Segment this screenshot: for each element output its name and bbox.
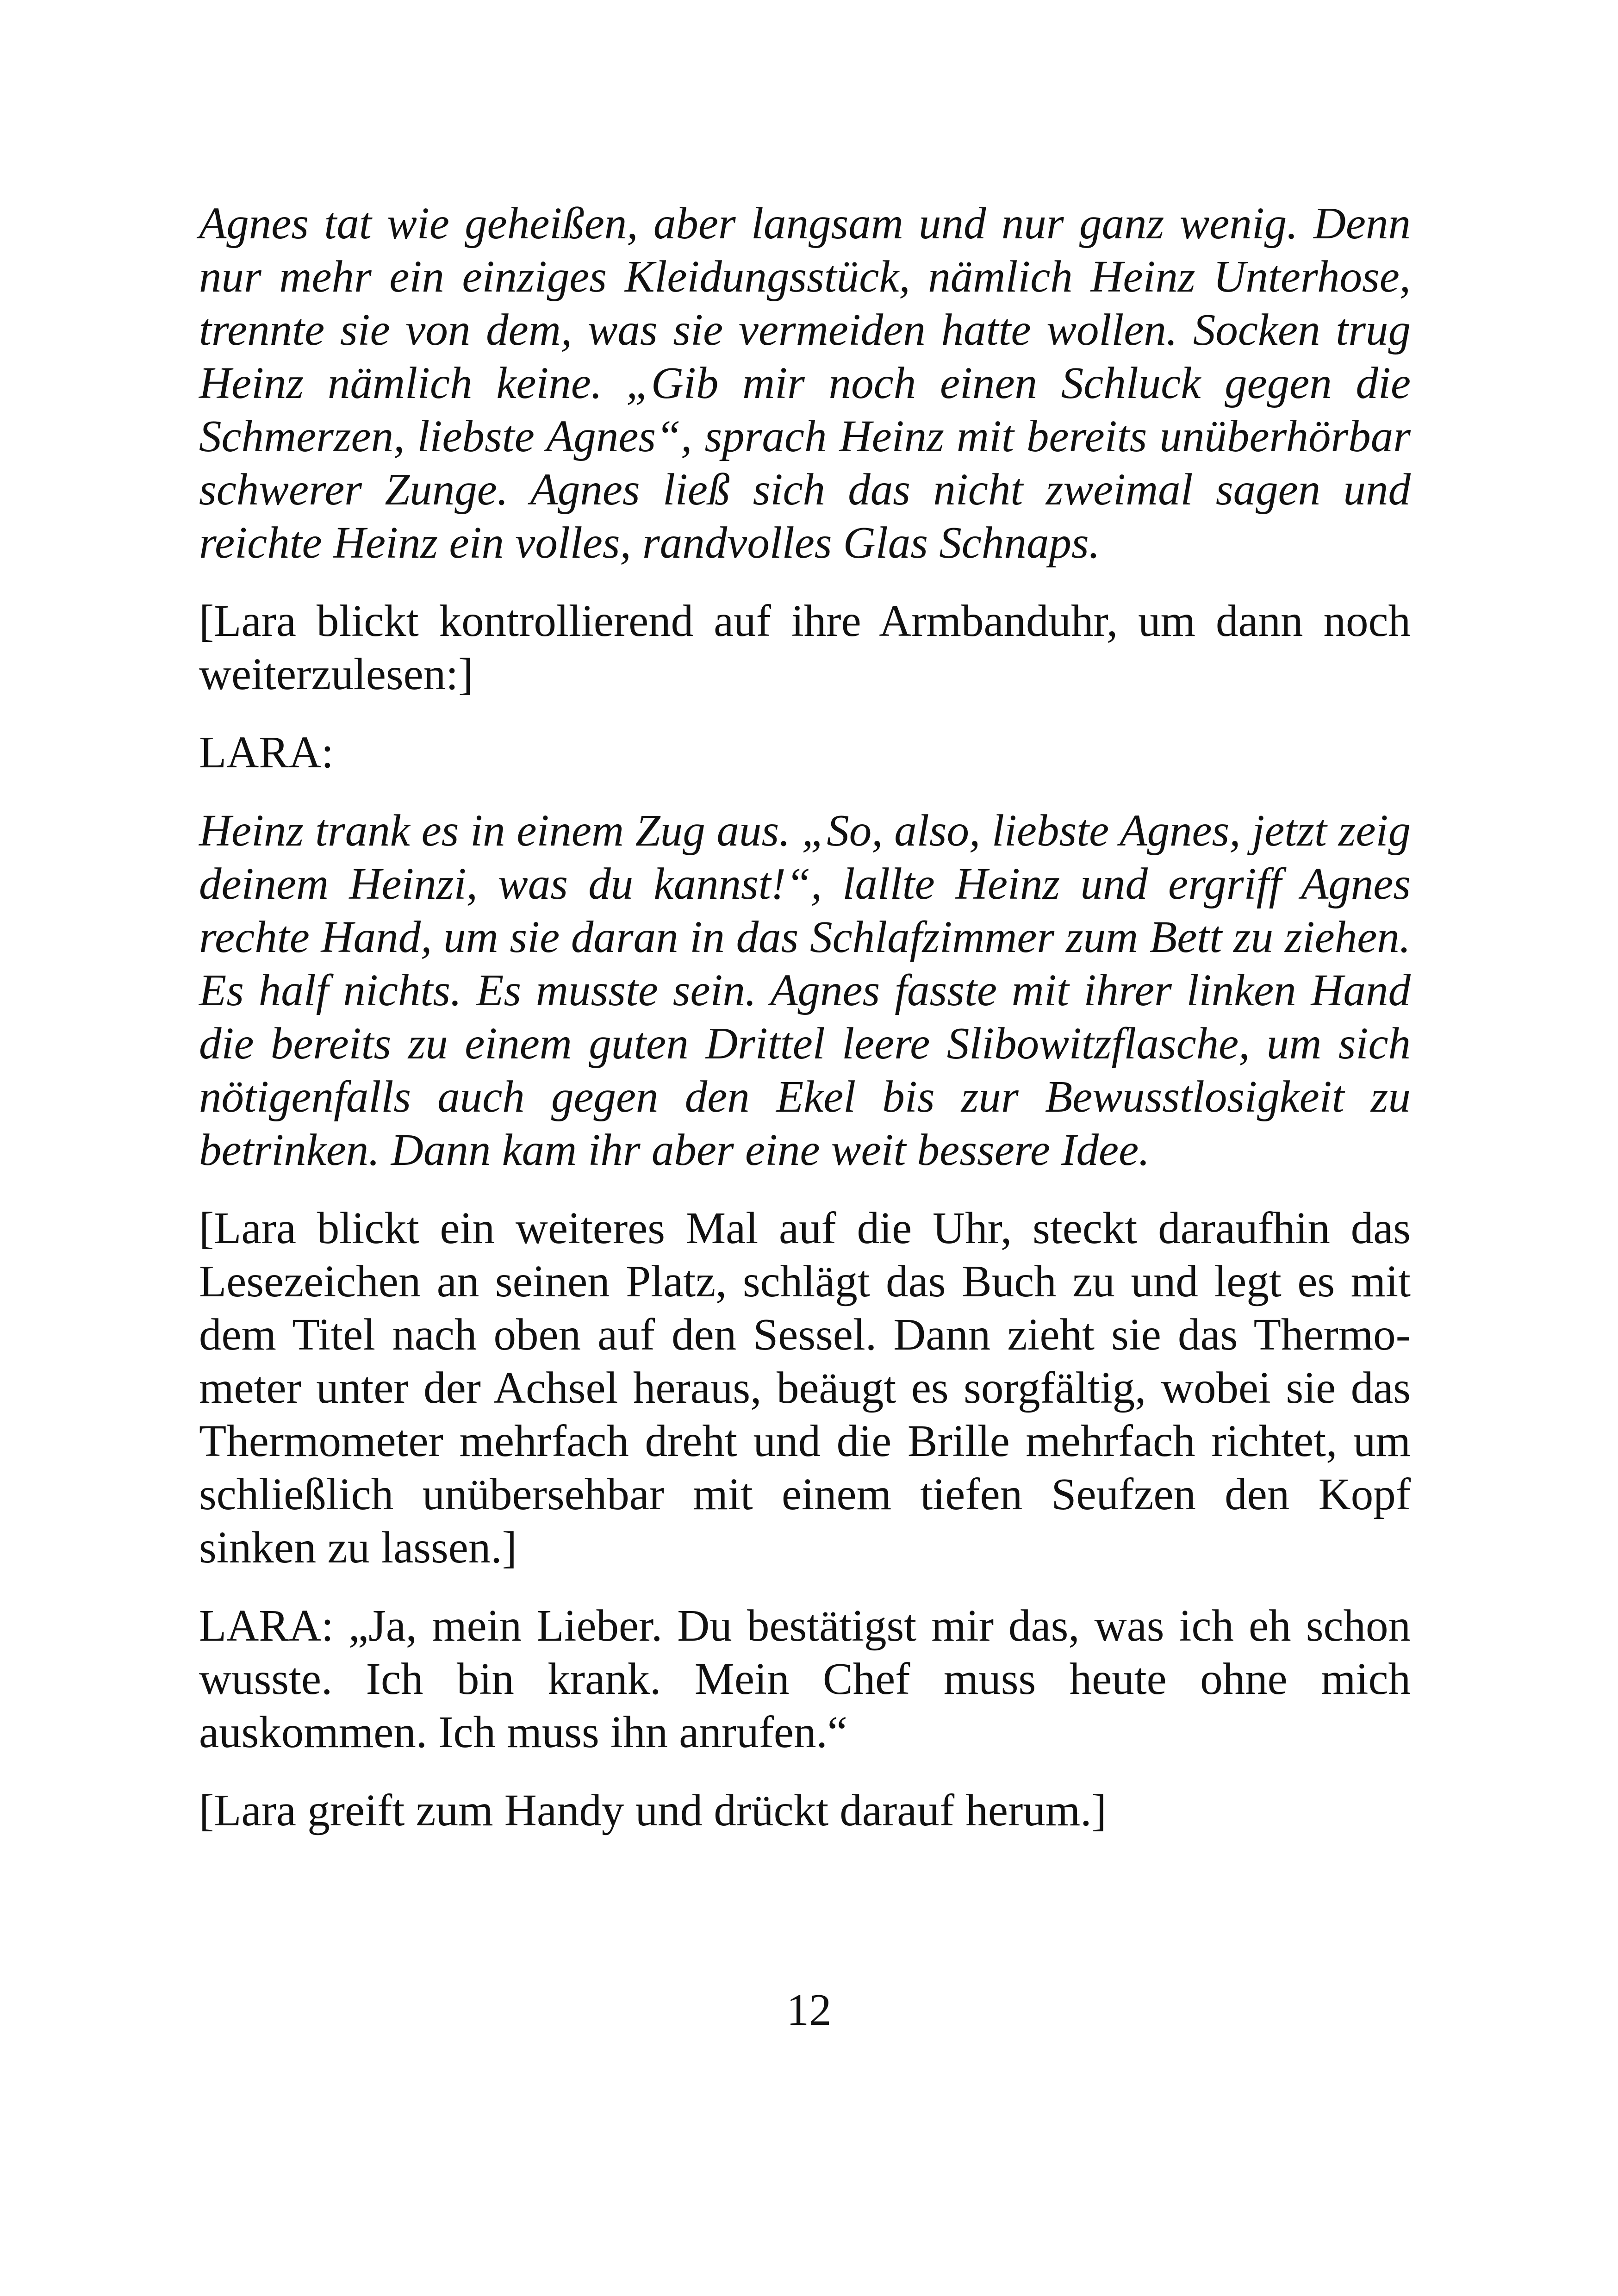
speaker-label-lara: LARA: — [199, 728, 334, 777]
stage-direction-1: [Lara blickt kontrollierend auf ihre Armbanduhr, um dann noch weiterzulesen:] — [199, 596, 1411, 699]
narrative-paragraph-1: Agnes tat wie geheißen, aber langsam und nur ganz wenig. Denn nur mehr ein einziges Kleidungsstück, nämlich Heinz Unterhose, trennte sie von dem, was sie vermeiden hatte wollen. Socken trug Heinz nämlich keine. „Gib mir noch einen Schluck gegen die Schmerzen, liebste Agnes“, sprach Heinz mit bereits unüberhörbar schwerer Zunge. Agnes ließ sich das nicht zweimal sagen und reichte Heinz ein volles, randvolles Glas Schnaps. — [199, 199, 1411, 567]
dialogue-lara: LARA: „Ja, mein Lieber. Du bestätigst mir das, was ich eh schon wusste. Ich bin krank. Mein Chef muss heute ohne mich auskommen. Ich muss ihn anrufen.“ — [199, 1601, 1411, 1757]
page-number: 12 — [786, 1985, 832, 2035]
stage-direction-2: [Lara blickt ein weiteres Mal auf die Uhr, steckt daraufhin das Lesezeichen an seinen Platz, schlägt das Buch zu und legt es mit dem Titel nach oben auf den Sessel. Dann zieht sie das Thermometer unter der Achsel heraus, beäugt es sorgfältig, wobei sie das Thermometer mehrfach dreht und die Brille mehrfach richtet, um schließlich unübersehbar mit einem tiefen Seufzen den Kopf sinken zu lassen.] — [199, 1203, 1411, 1572]
narrative-paragraph-2: Heinz trank es in einem Zug aus. „So, also, liebste Agnes, jetzt zeig deinem Heinzi, was du kannst!“, lallte Heinz und ergriff Agnes rechte Hand, um sie daran in das Schlafzimmer zum Bett zu ziehen. Es half nichts. Es musste sein. Agnes fasste mit ihrer linken Hand die bereits zu einem guten Drittel leere Slibowitzflasche, um sich nötigenfalls auch gegen den Ekel bis zur Bewusstlosigkeit zu betrinken. Dann kam ihr aber eine weit bessere Idee. — [199, 806, 1411, 1175]
stage-direction-3: [Lara greift zum Handy und drückt darauf herum.] — [199, 1786, 1107, 1835]
page-body — [199, 197, 1411, 1862]
